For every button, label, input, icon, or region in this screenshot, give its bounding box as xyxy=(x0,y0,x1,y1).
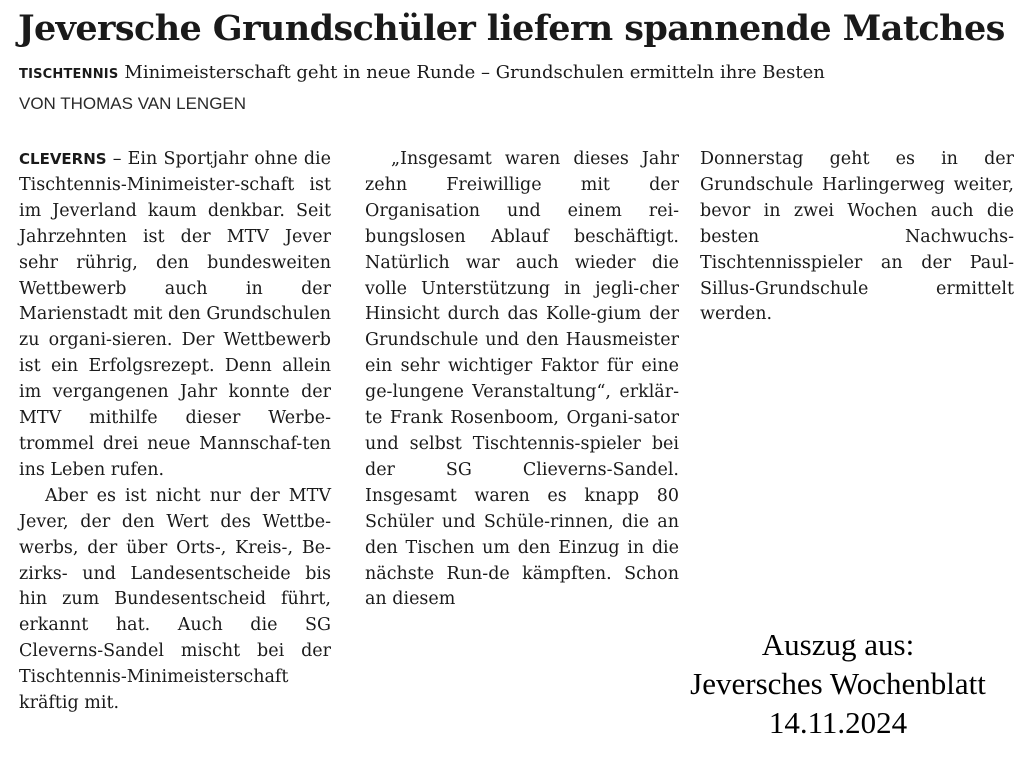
subheadline-row xyxy=(19,61,825,87)
source-note xyxy=(652,625,1024,742)
source-note-label: Auszug aus: xyxy=(761,627,915,662)
paragraph-3-continued: Donnerstag geht es in der Grundschule Harlingerweg weiter, bevor in zwei Wochen auch die besten Nachwuchs-Tischtennisspieler an der Paul-Sillus-Grundschule ermittelt werden. xyxy=(700,149,1014,325)
paragraph-3: „Insgesamt waren dieses Jahr zehn Freiwillige mit der Organisation und einem rei-bungslosen Ablauf beschäftigt. Natürlich war auch wieder die volle Unterstützung in jegli-cher Hinsicht durch das Kolle-gium der Grundschule und den Hausmeister ein sehr wichtiger Faktor für eine ge-lungene Veranstaltung“, erklär-te Frank Rosenboom, Organi-sator und selbst Tischtennis-spieler bei der SG Clieverns-Sandel. Insgesamt waren es knapp 80 Schüler und Schüle-rinnen, die an den Tischen um den Einzug in die nächste Run-de kämpften. Schon an diesem xyxy=(365,149,679,610)
dateline: CLEVERNS xyxy=(19,150,107,168)
headline: Jeversche Grundschüler liefern spannende Matches xyxy=(18,8,1005,49)
article-column-3 xyxy=(700,147,1014,328)
subheadline: Minimeisterschaft geht in neue Runde – Grundschulen ermitteln ihre Besten xyxy=(124,62,825,83)
article-column-2 xyxy=(365,147,679,613)
paragraph-2: Aber es ist nicht nur der MTV Jever, der den Wert des Wettbe-werbs, der über Orts-, Kreis-, Be-zirks- und Landesentscheide bis hin zum Bundesentscheid führt, erkannt hat. Auch die SG Cleverns-Sandel mischt bei der Tischtennis-Minimeisterschaft kräftig mit. xyxy=(19,485,331,714)
paragraph-1 xyxy=(19,147,331,484)
source-note-date: 14.11.2024 xyxy=(768,705,908,740)
article-column-1 xyxy=(19,147,331,717)
section-kicker: TISCHTENNIS xyxy=(19,67,119,82)
byline: VON THOMAS VAN LENGEN xyxy=(19,94,247,113)
source-note-publication: Jeversches Wochenblatt xyxy=(690,666,986,701)
paragraph-1-text: – Ein Sportjahr ohne die Tischtennis-Minimeister-schaft ist im Jeverland kaum denkbar. Seit Jahrzehnten ist der MTV Jever sehr rührig, den bundesweiten Wettbewerb auch in der Marienstadt mit den Grundschulen zu organi-sieren. Der Wettbewerb ist ein Erfolgsrezept. Denn allein im vergangenen Jahr konnte der MTV mithilfe dieser Werbe-trommel drei neue Mannschaf-ten ins Leben rufen. xyxy=(19,149,332,480)
